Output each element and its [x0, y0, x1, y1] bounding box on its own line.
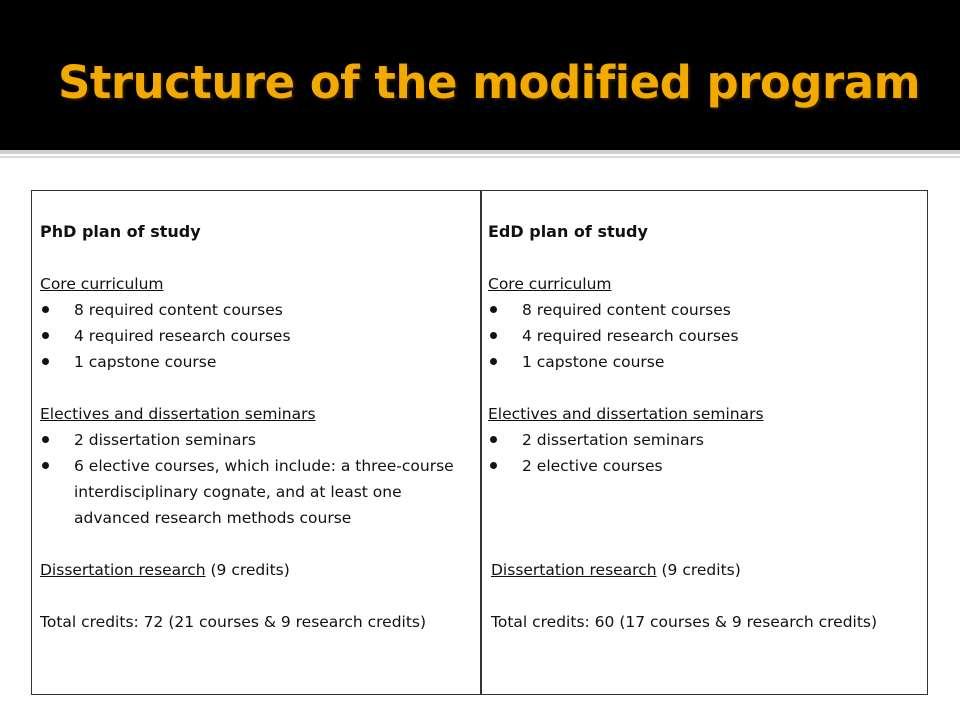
- edd-electives-list: [488, 427, 918, 479]
- phd-research-label: Dissertation research: [40, 561, 206, 579]
- plan-comparison-table: [31, 190, 928, 695]
- list-item: 8 required content courses: [40, 297, 470, 323]
- bullet-icon: [42, 306, 49, 313]
- bullet-icon: [490, 462, 497, 469]
- edd-research-label: Dissertation research: [491, 561, 657, 579]
- title-bar: [0, 0, 960, 150]
- bullet-icon: [490, 306, 497, 313]
- edd-column: [488, 219, 918, 635]
- list-item: 6 elective courses, which include: a three-course interdisciplinary cognate, and at least one advanced research methods course: [40, 453, 470, 531]
- phd-electives-list: [40, 427, 470, 531]
- bullet-icon: [42, 436, 49, 443]
- title-rule-thin: [0, 156, 960, 158]
- bullet-icon: [490, 332, 497, 339]
- phd-research: [40, 557, 470, 583]
- bullet-icon: [42, 358, 49, 365]
- edd-core-list: [488, 297, 918, 375]
- phd-column: [40, 219, 470, 635]
- list-item: 2 dissertation seminars: [488, 427, 918, 453]
- list-item: 4 required research courses: [40, 323, 470, 349]
- phd-heading: PhD plan of study: [40, 222, 201, 241]
- phd-total: Total credits: 72 (21 courses & 9 research credits): [40, 613, 427, 631]
- phd-core-label: Core curriculum: [40, 275, 164, 293]
- bullet-icon: [42, 332, 49, 339]
- list-item: 4 required research courses: [488, 323, 918, 349]
- list-item: 8 required content courses: [488, 297, 918, 323]
- edd-electives-label: Electives and dissertation seminars: [488, 405, 764, 423]
- bullet-icon: [490, 436, 497, 443]
- phd-electives-label: Electives and dissertation seminars: [40, 405, 316, 423]
- edd-core-label: Core curriculum: [488, 275, 612, 293]
- slide-title: Structure of the modified program: [58, 56, 920, 109]
- phd-core-list: [40, 297, 470, 375]
- phd-research-credits: (9 credits): [210, 561, 290, 579]
- edd-research-credits: (9 credits): [661, 561, 741, 579]
- edd-research: [488, 557, 918, 583]
- list-item: 2 elective courses: [488, 453, 918, 479]
- bullet-icon: [490, 358, 497, 365]
- title-rule: [0, 150, 960, 154]
- bullet-icon: [42, 462, 49, 469]
- list-item: 1 capstone course: [488, 349, 918, 375]
- edd-total: Total credits: 60 (17 courses & 9 research credits): [491, 613, 878, 631]
- list-item: 2 dissertation seminars: [40, 427, 470, 453]
- list-item: 1 capstone course: [40, 349, 470, 375]
- column-divider: [480, 191, 482, 694]
- edd-heading: EdD plan of study: [488, 222, 648, 241]
